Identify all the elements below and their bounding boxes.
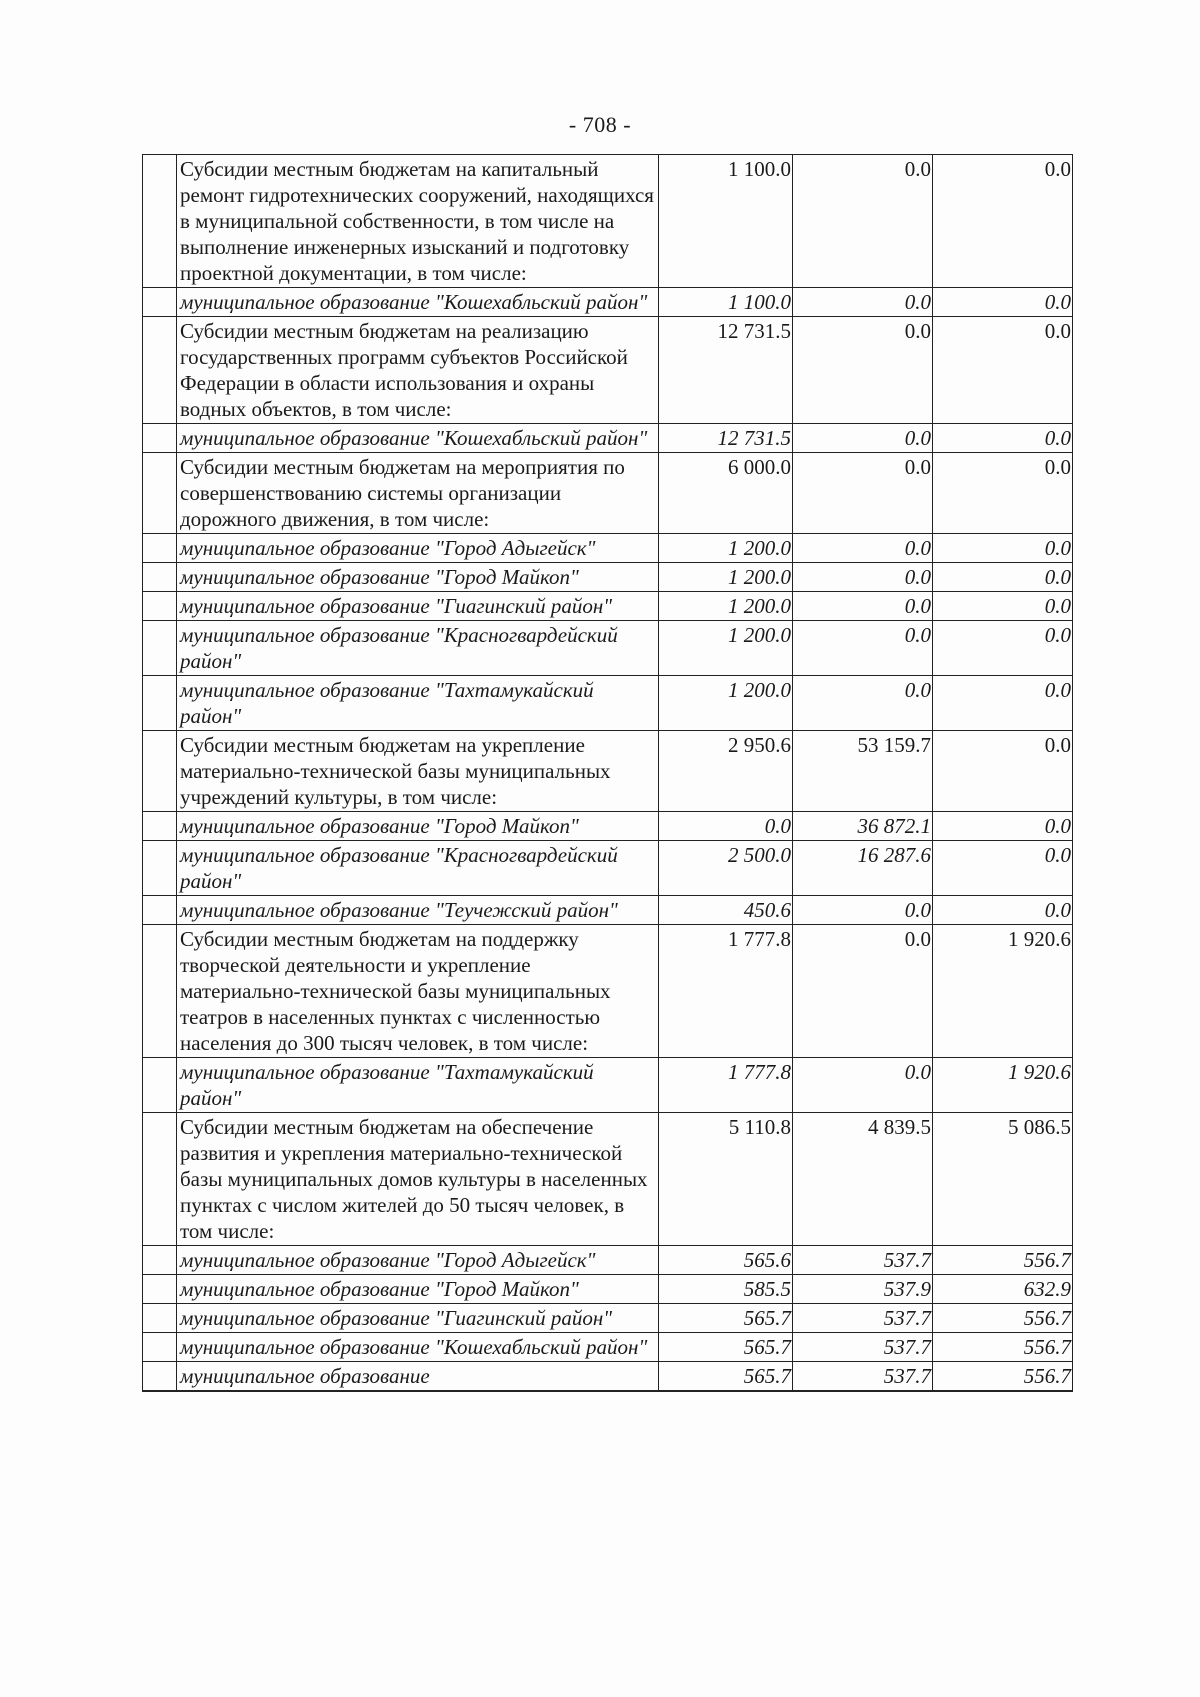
table-row-municipality	[143, 534, 1073, 563]
row-value-2: 537.7	[793, 1333, 933, 1362]
table-row-main	[143, 453, 1073, 534]
row-description: муниципальное образование "Гиагинский район"	[177, 592, 659, 621]
row-value-3: 0.0	[933, 453, 1073, 534]
row-description: муниципальное образование "Красногвардейский район"	[177, 621, 659, 676]
row-value-1: 450.6	[659, 896, 793, 925]
table-row-main	[143, 925, 1073, 1058]
row-description: муниципальное образование "Город Майкоп"	[177, 1275, 659, 1304]
row-description: муниципальное образование	[177, 1362, 659, 1392]
row-value-2: 16 287.6	[793, 841, 933, 896]
row-value-2: 0.0	[793, 676, 933, 731]
row-value-2: 0.0	[793, 592, 933, 621]
row-value-2: 537.9	[793, 1275, 933, 1304]
row-description: муниципальное образование "Город Майкоп"	[177, 812, 659, 841]
table-row-municipality	[143, 563, 1073, 592]
table-row-municipality	[143, 1304, 1073, 1333]
row-value-3: 0.0	[933, 317, 1073, 424]
table-row-municipality	[143, 621, 1073, 676]
row-value-1: 1 200.0	[659, 534, 793, 563]
row-value-3: 556.7	[933, 1362, 1073, 1392]
row-value-1: 565.7	[659, 1333, 793, 1362]
row-value-3: 0.0	[933, 534, 1073, 563]
row-value-3: 0.0	[933, 563, 1073, 592]
row-value-1: 1 100.0	[659, 155, 793, 288]
table-row-municipality	[143, 676, 1073, 731]
row-value-1: 1 100.0	[659, 288, 793, 317]
table-row-municipality	[143, 1362, 1073, 1392]
row-value-2: 0.0	[793, 563, 933, 592]
row-value-1: 1 777.8	[659, 925, 793, 1058]
row-number-cell	[143, 896, 177, 925]
row-description: муниципальное образование "Город Адыгейск"	[177, 1246, 659, 1275]
row-description: муниципальное образование "Город Адыгейск"	[177, 534, 659, 563]
row-value-1: 585.5	[659, 1275, 793, 1304]
table-row-municipality	[143, 812, 1073, 841]
budget-table	[142, 154, 1073, 1392]
row-number-cell	[143, 1304, 177, 1333]
row-value-2: 0.0	[793, 1058, 933, 1113]
table-row-municipality	[143, 1333, 1073, 1362]
row-value-3: 0.0	[933, 812, 1073, 841]
row-value-2: 0.0	[793, 534, 933, 563]
row-value-2: 0.0	[793, 155, 933, 288]
table-row-main	[143, 731, 1073, 812]
row-description: муниципальное образование "Красногвардейский район"	[177, 841, 659, 896]
row-value-2: 0.0	[793, 896, 933, 925]
row-number-cell	[143, 155, 177, 288]
row-value-3: 0.0	[933, 621, 1073, 676]
row-description: муниципальное образование "Гиагинский район"	[177, 1304, 659, 1333]
row-description: муниципальное образование "Тахтамукайский район"	[177, 676, 659, 731]
row-value-2: 0.0	[793, 288, 933, 317]
row-value-1: 565.6	[659, 1246, 793, 1275]
row-value-3: 0.0	[933, 896, 1073, 925]
table-row-municipality	[143, 1275, 1073, 1304]
row-description: муниципальное образование "Город Майкоп"	[177, 563, 659, 592]
row-value-3: 556.7	[933, 1246, 1073, 1275]
row-number-cell	[143, 925, 177, 1058]
row-number-cell	[143, 424, 177, 453]
row-number-cell	[143, 731, 177, 812]
row-number-cell	[143, 592, 177, 621]
row-number-cell	[143, 1362, 177, 1392]
row-description: Субсидии местным бюджетам на поддержку творческой деятельности и укрепление материально-технической базы муниципальных театров в населенных пунктах с численностью населения до 300 тысяч человек, в том числе:	[177, 925, 659, 1058]
table-row-municipality	[143, 1058, 1073, 1113]
row-number-cell	[143, 676, 177, 731]
table-row-municipality	[143, 288, 1073, 317]
row-value-2: 537.7	[793, 1246, 933, 1275]
row-number-cell	[143, 1333, 177, 1362]
row-description: муниципальное образование "Кошехабльский район"	[177, 1333, 659, 1362]
row-value-1: 2 950.6	[659, 731, 793, 812]
row-description: Субсидии местным бюджетам на обеспечение развития и укрепления материально-технической базы муниципальных домов культуры в населенных пунктах с числом жителей до 50 тысяч человек, в том числе:	[177, 1113, 659, 1246]
row-value-1: 0.0	[659, 812, 793, 841]
row-value-3: 632.9	[933, 1275, 1073, 1304]
row-number-cell	[143, 563, 177, 592]
row-value-2: 0.0	[793, 925, 933, 1058]
row-number-cell	[143, 1246, 177, 1275]
row-value-3: 0.0	[933, 288, 1073, 317]
row-value-3: 556.7	[933, 1304, 1073, 1333]
table-row-main	[143, 1113, 1073, 1246]
row-value-2: 0.0	[793, 621, 933, 676]
row-value-1: 12 731.5	[659, 317, 793, 424]
row-description: муниципальное образование "Кошехабльский район"	[177, 288, 659, 317]
row-value-3: 0.0	[933, 155, 1073, 288]
row-value-2: 0.0	[793, 317, 933, 424]
row-description: Субсидии местным бюджетам на капитальный ремонт гидротехнических сооружений, находящихся в муниципальной собственности, в том числе на выполнение инженерных изысканий и подготовку проектной документации, в том числе:	[177, 155, 659, 288]
row-number-cell	[143, 534, 177, 563]
row-description: Субсидии местным бюджетам на мероприятия по совершенствованию системы организации дорожного движения, в том числе:	[177, 453, 659, 534]
row-value-3: 1 920.6	[933, 1058, 1073, 1113]
row-number-cell	[143, 1113, 177, 1246]
row-value-1: 5 110.8	[659, 1113, 793, 1246]
row-description: муниципальное образование "Теучежский район"	[177, 896, 659, 925]
table-row-municipality	[143, 424, 1073, 453]
row-value-3: 5 086.5	[933, 1113, 1073, 1246]
row-description: Субсидии местным бюджетам на укрепление материально-технической базы муниципальных учреждений культуры, в том числе:	[177, 731, 659, 812]
row-value-2: 36 872.1	[793, 812, 933, 841]
row-number-cell	[143, 317, 177, 424]
row-value-1: 1 200.0	[659, 563, 793, 592]
row-value-2: 0.0	[793, 424, 933, 453]
row-value-3: 1 920.6	[933, 925, 1073, 1058]
table-row-municipality	[143, 592, 1073, 621]
row-number-cell	[143, 1275, 177, 1304]
row-number-cell	[143, 453, 177, 534]
row-value-1: 565.7	[659, 1362, 793, 1392]
row-value-1: 565.7	[659, 1304, 793, 1333]
row-description: муниципальное образование "Кошехабльский район"	[177, 424, 659, 453]
row-value-3: 0.0	[933, 676, 1073, 731]
row-number-cell	[143, 1058, 177, 1113]
row-value-2: 537.7	[793, 1362, 933, 1392]
row-value-3: 0.0	[933, 841, 1073, 896]
row-value-2: 0.0	[793, 453, 933, 534]
table-row-municipality	[143, 1246, 1073, 1275]
page-number: - 708 -	[568, 112, 632, 137]
row-value-3: 0.0	[933, 592, 1073, 621]
row-number-cell	[143, 288, 177, 317]
row-value-2: 537.7	[793, 1304, 933, 1333]
table-row-main	[143, 155, 1073, 288]
table-row-municipality	[143, 841, 1073, 896]
row-value-1: 1 200.0	[659, 592, 793, 621]
row-value-1: 12 731.5	[659, 424, 793, 453]
row-number-cell	[143, 621, 177, 676]
row-description: Субсидии местным бюджетам на реализацию государственных программ субъектов Российской Федерации в области использования и охраны водных объектов, в том числе:	[177, 317, 659, 424]
row-value-1: 6 000.0	[659, 453, 793, 534]
budget-table-body	[143, 155, 1073, 1392]
row-number-cell	[143, 812, 177, 841]
table-row-main	[143, 317, 1073, 424]
row-value-2: 53 159.7	[793, 731, 933, 812]
row-value-3: 556.7	[933, 1333, 1073, 1362]
row-value-2: 4 839.5	[793, 1113, 933, 1246]
row-number-cell	[143, 841, 177, 896]
row-value-1: 1 200.0	[659, 676, 793, 731]
row-value-3: 0.0	[933, 731, 1073, 812]
row-description: муниципальное образование "Тахтамукайский район"	[177, 1058, 659, 1113]
table-row-municipality	[143, 896, 1073, 925]
row-value-1: 1 200.0	[659, 621, 793, 676]
row-value-1: 2 500.0	[659, 841, 793, 896]
row-value-1: 1 777.8	[659, 1058, 793, 1113]
row-value-3: 0.0	[933, 424, 1073, 453]
